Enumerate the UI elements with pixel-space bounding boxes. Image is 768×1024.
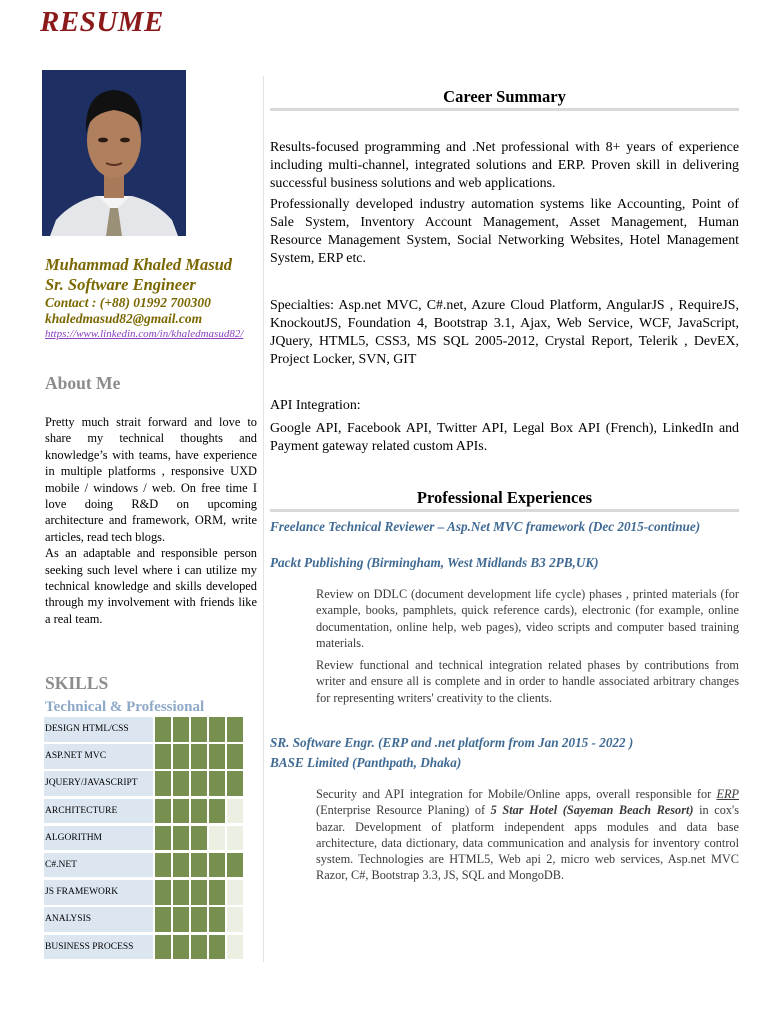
skill-level-filled [191, 935, 208, 960]
skill-level-filled [209, 880, 226, 905]
skill-level-bar [153, 826, 243, 851]
skill-row [44, 771, 243, 796]
skills-table [44, 717, 243, 962]
skill-level-empty [227, 880, 244, 905]
skill-level-bar [153, 853, 243, 878]
skill-level-filled [173, 935, 190, 960]
job-2-hotel: 5 Star Hotel (Sayeman Beach Resort) [490, 803, 694, 818]
skill-row [44, 799, 243, 824]
api-integration-label: API Integration: [270, 398, 361, 413]
skill-level-empty [227, 907, 244, 932]
job-2-text-c: in cox's bazar. Development of platform independent apps modules and data base architecture, data dictionary, data communication and analysis for inventory control system. Technologies are HTML5, Web api 2, micro web services, Asp.net MVC Razor, C#, Bootstrap 3.3, JS, SQL and MongoDB. [316, 803, 739, 883]
skill-level-filled [155, 907, 172, 932]
skill-name: ARCHITECTURE [44, 799, 153, 824]
skill-row [44, 717, 243, 742]
skill-level-filled [173, 907, 190, 932]
skill-row [44, 880, 243, 905]
skill-level-filled [209, 771, 226, 796]
profile-email: khaledmasud82@gmail.com [45, 311, 203, 326]
skill-row [44, 907, 243, 932]
skill-level-bar [153, 744, 243, 769]
skill-name: DESIGN HTML/CSS [44, 717, 153, 742]
skill-row [44, 935, 243, 960]
skill-level-bar [153, 771, 243, 796]
skill-level-filled [173, 826, 190, 851]
about-text [45, 414, 257, 627]
skills-heading: SKILLS [45, 673, 109, 693]
about-heading: About Me [45, 373, 121, 393]
skill-level-bar [153, 880, 243, 905]
skill-row [44, 744, 243, 769]
skill-level-bar [153, 799, 243, 824]
job-2-company: BASE Limited (Panthpath, Dhaka) [270, 755, 462, 770]
skill-level-filled [155, 853, 172, 878]
skill-level-filled [173, 799, 190, 824]
column-divider [263, 76, 264, 962]
skill-level-filled [209, 853, 226, 878]
skill-level-filled [191, 771, 208, 796]
skill-level-empty [227, 826, 244, 851]
skill-row [44, 853, 243, 878]
skill-name: ANALYSIS [44, 907, 153, 932]
skill-level-filled [173, 771, 190, 796]
about-paragraph-1: Pretty much strait forward and love to share my technical thoughts and knowledge’s with teams, have experience in multiple platforms , responsive UXD mobile / windows / web. On free time I love doing R&D on upcoming architecture and framework, ORM, write articles, read tech blogs. [45, 415, 257, 544]
job-2-title: SR. Software Engr. (ERP and .net platform from Jan 2015 - 2022 ) [270, 735, 634, 750]
skill-level-filled [173, 744, 190, 769]
skill-name: ASP.NET MVC [44, 744, 153, 769]
skill-level-empty [227, 935, 244, 960]
career-summary-rule [270, 108, 739, 111]
skill-level-filled [155, 880, 172, 905]
skill-name: BUSINESS PROCESS [44, 935, 153, 960]
skill-level-filled [227, 744, 244, 769]
skill-level-filled [155, 744, 172, 769]
skill-level-filled [227, 771, 244, 796]
skill-level-filled [173, 853, 190, 878]
job-2-erp: ERP [716, 787, 739, 801]
experience-rule [270, 509, 739, 512]
profile-role: Sr. Software Engineer [45, 275, 196, 294]
skill-level-filled [227, 717, 244, 742]
job-2-paragraph [316, 786, 739, 884]
api-integration-text: Google API, Facebook API, Twitter API, Legal Box API (French), LinkedIn and Payment gateway related custom APIs. [270, 421, 739, 454]
skill-level-filled [155, 771, 172, 796]
skill-level-filled [155, 935, 172, 960]
career-summary-text [270, 139, 739, 268]
job-2-text-b: (Enterprise Resource Planing) of [316, 803, 491, 818]
profile-contact: Contact : (+88) 01992 700300 [45, 295, 211, 310]
job-2-description [316, 786, 739, 884]
skill-level-filled [209, 744, 226, 769]
skill-level-filled [191, 907, 208, 932]
summary-paragraph-1: Results-focused programming and .Net professional with 8+ years of experience including multi-channel, integrated solutions and ERP. Proven skill in delivering successful business solutions and web applications. [270, 140, 739, 191]
skill-name: C#.NET [44, 853, 153, 878]
skill-level-filled [155, 717, 172, 742]
skill-level-filled [209, 717, 226, 742]
skill-level-bar [153, 907, 243, 932]
linkedin-link[interactable]: https://www.linkedin.com/in/khaledmasud82/ [45, 328, 244, 340]
career-summary-heading: Career Summary [443, 87, 566, 106]
skill-name: JS FRAMEWORK [44, 880, 153, 905]
skill-level-filled [191, 799, 208, 824]
summary-paragraph-2: Professionally developed industry automation systems like Accounting, Point of Sale System, Inventory Account Management, Asset Management, Human Resource Management System, Social Networking Websites, Hotel Management System, ERP etc. [270, 197, 739, 266]
skill-level-filled [191, 880, 208, 905]
skill-level-filled [209, 935, 226, 960]
about-paragraph-2: As an adaptable and responsible person seeking such level where i can utilize my technical knowledge and skills developed through my involvement with friends like a real team. [45, 546, 257, 626]
skill-level-empty [209, 826, 226, 851]
skill-level-filled [209, 907, 226, 932]
skills-subheading: Technical & Professional [45, 699, 205, 715]
profile-name: Muhammad Khaled Masud [45, 255, 233, 274]
job-1-title: Freelance Technical Reviewer – Asp.Net MVC framework (Dec 2015-continue) [270, 519, 701, 534]
skill-level-bar [153, 717, 243, 742]
skill-name: JQUERY/JAVASCRIPT [44, 771, 153, 796]
experience-heading: Professional Experiences [416, 488, 593, 507]
skill-level-filled [155, 826, 172, 851]
skill-level-filled [173, 880, 190, 905]
job-1-description [316, 586, 739, 706]
skill-level-filled [227, 853, 244, 878]
profile-photo [42, 70, 186, 236]
job-2-text-a: Security and API integration for Mobile/Online apps, overall responsible for [316, 787, 717, 801]
skill-level-filled [155, 799, 172, 824]
skill-level-empty [227, 799, 244, 824]
job-1-paragraph-1: Review on DDLC (document development life cycle) phases , printed materials (for example, books, pamphlets, quick reference cards), electronic (for example, online documentation, online help, web pages), video scripts and computer based training materials. [316, 587, 739, 650]
skill-name: ALGORITHM [44, 826, 153, 851]
skill-level-filled [173, 717, 190, 742]
job-1-company: Packt Publishing (Birmingham, West Midlands B3 2PB,UK) [270, 555, 599, 570]
skill-level-filled [191, 853, 208, 878]
skill-level-filled [209, 799, 226, 824]
specialties-text: Specialties: Asp.net MVC, C#.net, Azure Cloud Platform, AngularJS , RequireJS, KnockoutJS, Foundation 4, Bootstrap 3.1, Ajax, Web Service, WCF, JavaScript, JQuery, HTML5, CSS3, MS SQL 2005-2012, Crystal Report, Telerik , DevEX, Project Locker, SVN, GIT [270, 298, 739, 367]
skill-level-filled [191, 744, 208, 769]
skill-level-filled [191, 826, 208, 851]
skill-row [44, 826, 243, 851]
resume-title: RESUME [40, 6, 164, 38]
skill-level-bar [153, 935, 243, 960]
job-1-paragraph-2: Review functional and technical integration related phases by contributions from writer and ensure all is complete and in order to handle associated arbitrary changes for representing writers' creativity to the clients. [316, 658, 739, 705]
skill-level-filled [191, 717, 208, 742]
profile-block [45, 254, 260, 342]
